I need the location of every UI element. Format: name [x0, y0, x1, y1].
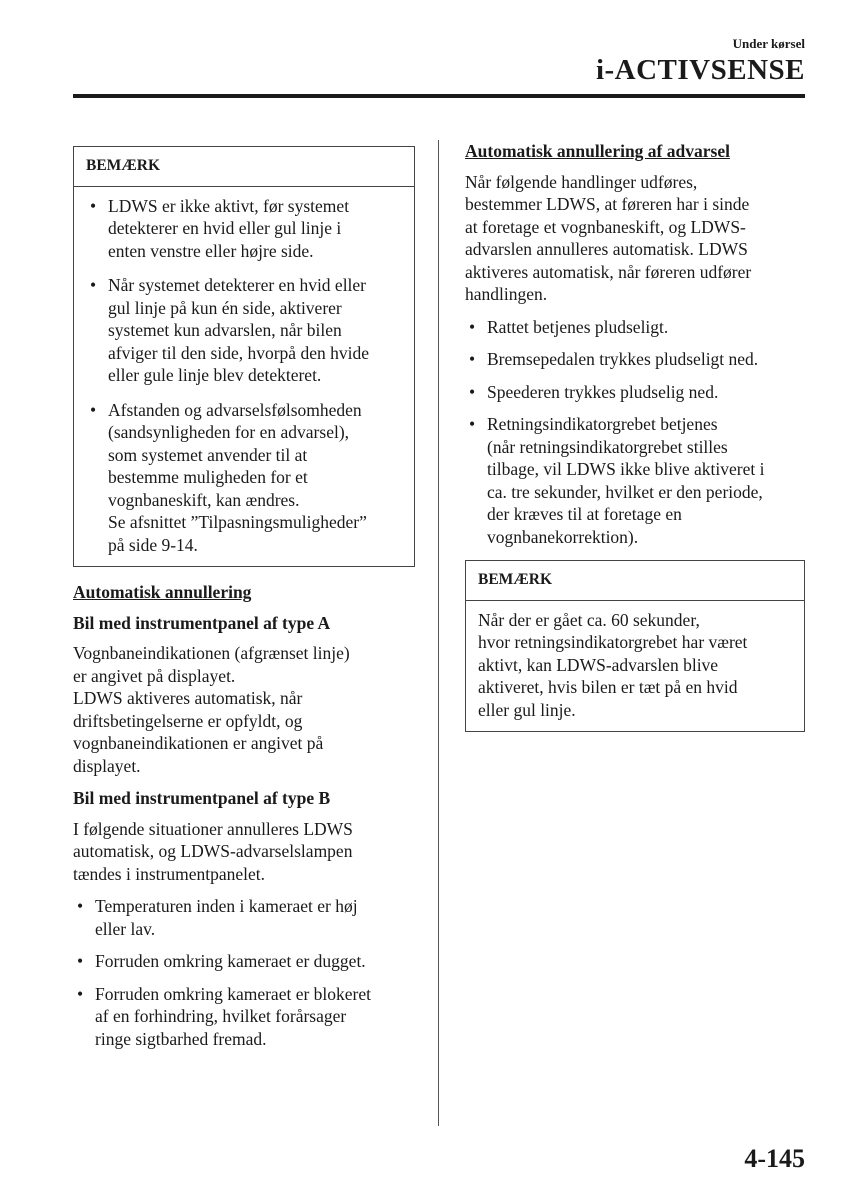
- type-b-bullet-list: [73, 895, 415, 1050]
- note-body: [74, 187, 414, 567]
- column-divider: [438, 140, 439, 1126]
- list-item: • Speederen trykkes pludselig ned.: [465, 381, 805, 404]
- note-box-left: [73, 146, 415, 567]
- paragraph-type-a: Vognbaneindikationen (afgrænset linje) er angivet på displayet. LDWS aktiveres automatisk, når driftsbetingelserne er opfyldt, og vognbaneindikationen er angivet på displayet.: [73, 643, 350, 776]
- note-bullet-list: [86, 195, 404, 557]
- note-body: Når der er gået ca. 60 sekunder, hvor retningsindikatorgrebet har været aktivt, kan LDWS-advarslen blive aktiveret, hvis bilen er tæt på en hvid eller gul linje.: [478, 609, 748, 720]
- heading-type-b: Bil med instrumentpanel af type B: [73, 788, 331, 808]
- note-label: BEMÆRK: [466, 561, 804, 601]
- list-item: • Temperaturen inden i kameraet er høj eller lav.: [73, 895, 415, 940]
- list-item: • Retningsindikatorgrebet betjenes (når retningsindikatorgrebet stilles tilbage, vil LDWS ikke blive aktiveret i ca. tre sekunder, hvilket er den periode, der kræves til at foretage en vognbanekorrektion).: [465, 413, 805, 548]
- page-number: 4-145: [744, 1144, 805, 1173]
- header-rule: [73, 94, 805, 98]
- action-bullet-list: [465, 316, 805, 549]
- list-item: • Afstanden og advarselsfølsomheden (sandsynligheden for en advarsel), som systemet anvender til at bestemme muligheden for et vognbaneskift, kan ændres. Se afsnittet ”Tilpasningsmuligheder” på side 9-14.: [86, 399, 404, 557]
- list-item: • Rattet betjenes pludseligt.: [465, 316, 805, 339]
- list-item: • Forruden omkring kameraet er dugget.: [73, 950, 415, 973]
- note-box-right: [465, 560, 805, 732]
- list-item: • Når systemet detekterer en hvid eller gul linje på kun én side, aktiverer systemet kun advarslen, når bilen afviger til den side, hvorpå den hvide eller gule linje blev detekteret.: [86, 274, 404, 387]
- left-column: [73, 146, 415, 1060]
- section-label: Under kørsel: [732, 36, 805, 51]
- list-item: • Forruden omkring kameraet er blokeret af en forhindring, hvilket forårsager ringe sigtbarhed fremad.: [73, 983, 415, 1051]
- note-label: BEMÆRK: [74, 147, 414, 187]
- heading-type-a: Bil med instrumentpanel af type A: [73, 612, 331, 633]
- chapter-title: i-ACTIVSENSE: [595, 54, 805, 86]
- list-item: • LDWS er ikke aktivt, før systemet detekterer en hvid eller gul linje i enten venstre eller højre side.: [86, 195, 404, 263]
- list-item: • Bremsepedalen trykkes pludseligt ned.: [465, 348, 805, 371]
- right-column: [465, 140, 805, 746]
- heading-automatic-cancel: Automatisk annullering: [73, 582, 252, 602]
- paragraph-intro: Når følgende handlinger udføres, bestemmer LDWS, at føreren har i sinde at foretage et vognbaneskift, og LDWS- advarslen annulleres automatisk. LDWS aktiveres automatisk, når føreren udfører handlingen.: [465, 171, 752, 304]
- heading-warning-cancel: Automatisk annullering af advarsel: [465, 141, 730, 161]
- paragraph-type-b: I følgende situationer annulleres LDWS automatisk, og LDWS-advarselslampen tændes i instrumentpanelet.: [73, 818, 353, 884]
